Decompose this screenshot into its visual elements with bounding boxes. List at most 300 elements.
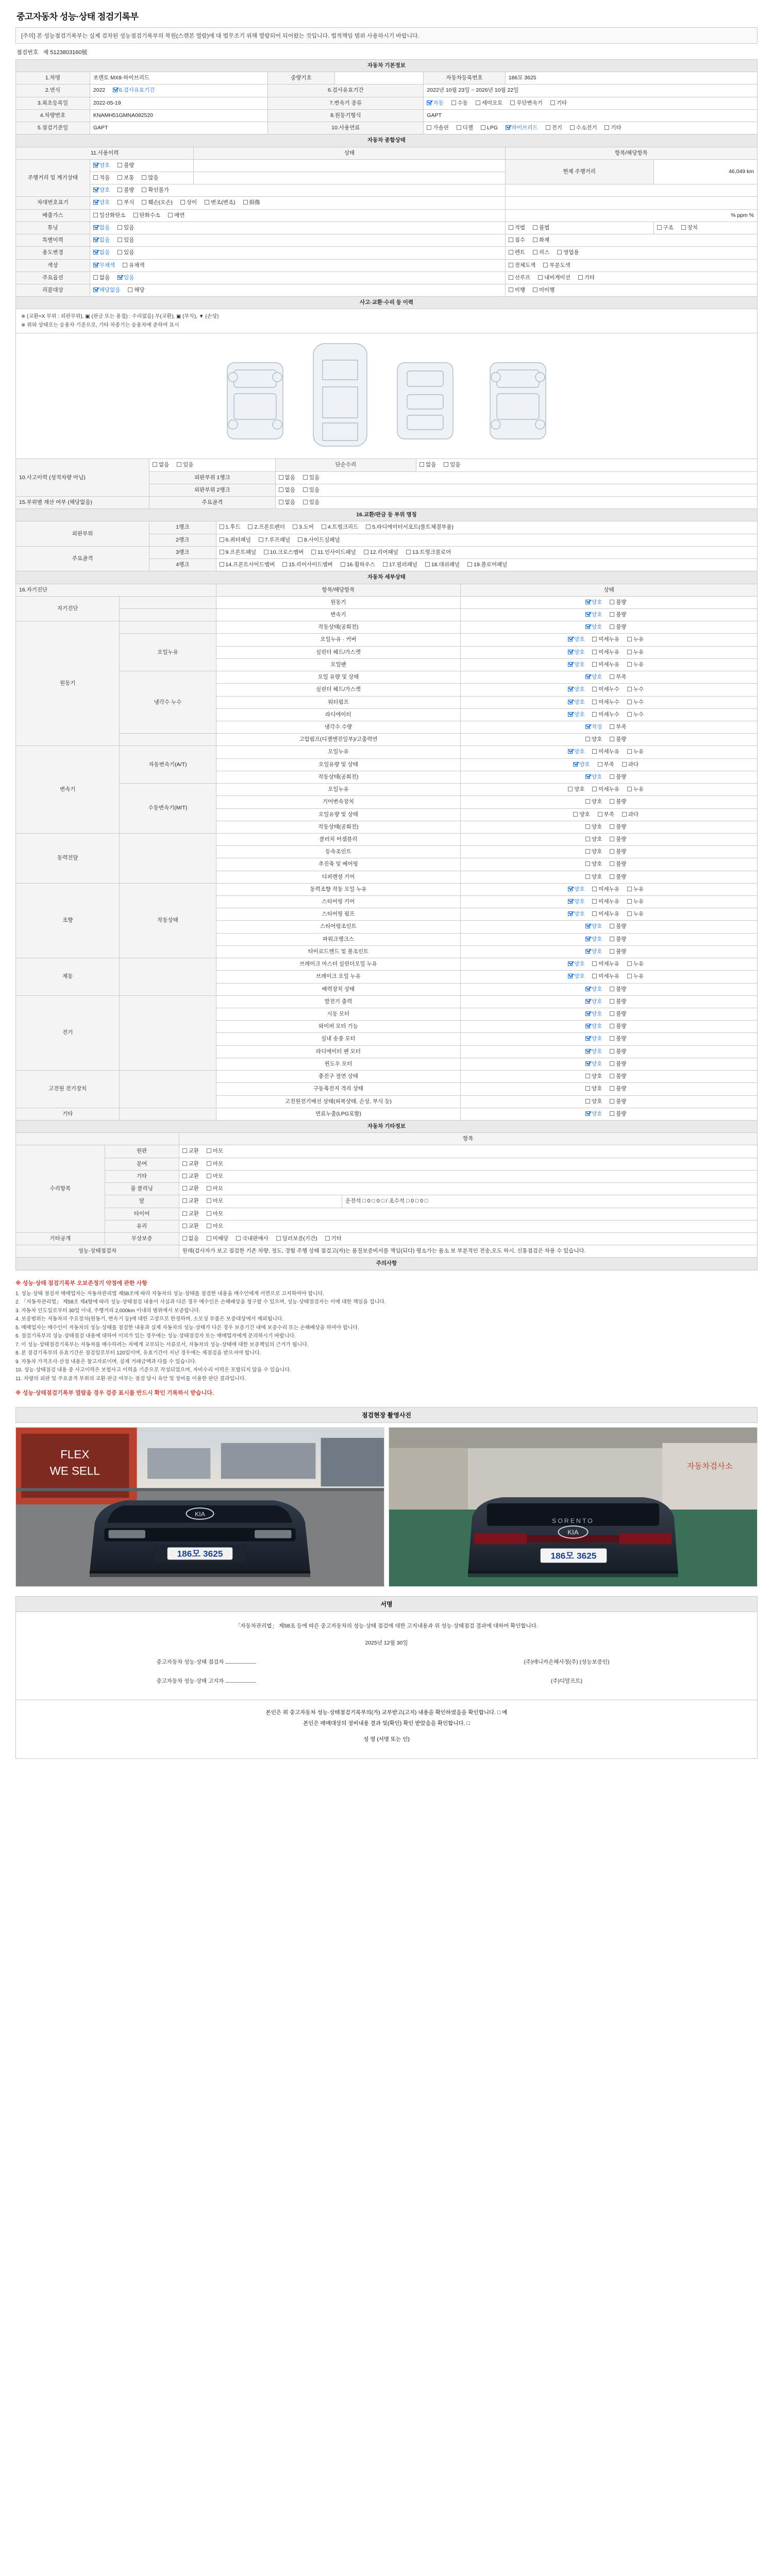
sgear-leak[interactable]: 누유	[627, 898, 644, 906]
diff-good[interactable]: 양호	[585, 873, 602, 881]
note-column-header: 항목/해당항목	[505, 147, 757, 159]
main-option-note	[505, 272, 757, 284]
radiator-micro[interactable]: 미세누수	[592, 711, 619, 719]
at-leak-leak[interactable]: 누유	[627, 748, 644, 756]
propeller-shaft-opts	[461, 858, 758, 871]
cons4-exchange[interactable]: 교환	[182, 1197, 199, 1205]
bmaster-leak[interactable]: 누유	[627, 960, 644, 968]
part-pillar-panel[interactable]: 17.필러패널	[383, 561, 417, 569]
fleak-good[interactable]: 양호	[585, 1110, 602, 1118]
etc-blank-header	[16, 1133, 179, 1145]
hvwire-good[interactable]: 양호	[585, 1098, 602, 1106]
engine-idle-good[interactable]: 양호	[585, 623, 602, 631]
steering-joint-opts	[461, 921, 758, 933]
basic-info-table	[15, 59, 758, 134]
warranty-etc[interactable]: 기타	[325, 1235, 342, 1243]
oil-level-low[interactable]: 부족	[610, 673, 626, 681]
chport-good[interactable]: 양호	[585, 1073, 602, 1080]
basic-info-section-header: 자동차 기본정보	[16, 60, 758, 72]
hvbat-bad[interactable]: 불량	[610, 1085, 626, 1093]
mt-leak-micro[interactable]: 미세누유	[592, 786, 619, 793]
part-floor-panel[interactable]: 19.플로어패널	[467, 561, 507, 569]
transmission-label: 7.변속기 종류	[268, 97, 424, 109]
emi-opt-smoke[interactable]: 매연	[168, 212, 184, 219]
hvbat-good[interactable]: 양호	[585, 1085, 602, 1093]
mt-level-low[interactable]: 부족	[598, 811, 614, 819]
mainopt-opt-yes[interactable]: 있음	[117, 274, 134, 282]
cons1-exchange[interactable]: 교환	[182, 1160, 199, 1168]
mt-level-high[interactable]: 과다	[622, 811, 638, 819]
at-level-low[interactable]: 부족	[598, 761, 614, 769]
mainopt-opt-sunroof[interactable]: 선루프	[509, 274, 530, 282]
cons5-wear[interactable]: 마모	[207, 1210, 223, 1218]
detail-section-header: 자동차 세부상태	[16, 571, 758, 584]
part-front-panel[interactable]: 9.프론트패널	[220, 549, 256, 556]
tuning-opt-structure[interactable]: 구조	[657, 224, 674, 232]
radiator-leak[interactable]: 누수	[627, 711, 644, 719]
cv-bad[interactable]: 불량	[610, 848, 626, 856]
wiper-bad[interactable]: 불량	[610, 1023, 626, 1030]
sgear-micro[interactable]: 미세누유	[592, 898, 619, 906]
sjoint-bad[interactable]: 불량	[610, 923, 626, 930]
fuel-opt-lpg[interactable]: LPG	[481, 124, 498, 132]
year-text: 2022	[93, 87, 106, 94]
buyer-confirm-line-2[interactable]: 본인은 매매대상의 정비내용 결과 및(확인) 확인 받았음을 확인합니다. □	[303, 1720, 470, 1726]
engine-oil-leak-label: 오일누유	[120, 634, 216, 671]
odometer-note3	[505, 184, 757, 197]
cons5-exchange[interactable]: 교환	[182, 1210, 199, 1218]
charge-port-opts	[461, 1071, 758, 1083]
vin-opt-good[interactable]: 양호	[93, 199, 110, 207]
part-wheel-house[interactable]: 16.휠하우스	[341, 561, 375, 569]
mt-leak-leak[interactable]: 누유	[627, 786, 644, 793]
consumable-item-2: 기타	[105, 1170, 179, 1182]
pcrank-bad[interactable]: 불량	[610, 936, 626, 943]
mt-level-good[interactable]: 양호	[573, 811, 590, 819]
coolant-amount-item: 냉각수 수량	[216, 721, 461, 733]
rfan-good[interactable]: 양호	[585, 1048, 602, 1056]
oil-cover-leak[interactable]: 누유	[627, 636, 644, 643]
oil-pan-micro[interactable]: 미세누유	[592, 661, 619, 669]
buyer-confirm-box	[15, 1700, 758, 1759]
selfdiag-engine-good[interactable]: 양호	[585, 599, 602, 606]
radiator-good[interactable]: 양호	[568, 711, 584, 719]
trans-opt-manual[interactable]: 수동	[451, 99, 468, 107]
mt-gear-good[interactable]: 양호	[585, 798, 602, 806]
head-gasket-leak[interactable]: 누유	[627, 649, 644, 656]
at-level-good[interactable]: 양호	[573, 761, 590, 769]
power-steering-opts	[461, 883, 758, 895]
pcrank-good[interactable]: 양호	[585, 936, 602, 943]
fuel-opt-hydrogen[interactable]: 수소전기	[570, 124, 597, 132]
vin-value: KNAMH51GMNA082520	[90, 109, 267, 122]
starter-bad[interactable]: 불량	[610, 1010, 626, 1018]
accident-detail-table	[15, 459, 758, 509]
simple-repair-label: 단순수리	[275, 459, 416, 471]
group-hv-electric: 고전원 전기장치	[16, 1071, 120, 1108]
blower-good[interactable]: 양호	[585, 1035, 602, 1043]
buyer-sign-line[interactable]: 성 명 (서명 또는 인)	[363, 1736, 410, 1742]
color-opt-achromatic[interactable]: 무채색	[93, 262, 115, 269]
mainframe-opt-none[interactable]: 없음	[279, 499, 295, 506]
spump-good[interactable]: 양호	[568, 910, 584, 918]
wiper-good[interactable]: 양호	[585, 1023, 602, 1030]
warranty-maker[interactable]: 국내판매사	[236, 1235, 268, 1243]
inspection-number-value: 제 5123803160號	[43, 49, 88, 56]
special-opt-flood[interactable]: 침수	[509, 236, 525, 244]
at-op-good[interactable]: 양호	[585, 773, 602, 781]
special-history-label: 특별이력	[16, 234, 90, 247]
cons0-exchange[interactable]: 교환	[182, 1147, 199, 1155]
etc-info-table	[15, 1120, 758, 1258]
cons1-wear[interactable]: 마모	[207, 1160, 223, 1168]
at-operation-item: 작동상태(공회전)	[216, 771, 461, 783]
water-pump-item: 워터펌프	[216, 696, 461, 708]
prop-bad[interactable]: 불량	[610, 860, 626, 868]
chport-bad[interactable]: 불량	[610, 1073, 626, 1080]
accident-history-options	[149, 459, 276, 471]
simple-opt-yes[interactable]: 있음	[444, 461, 460, 469]
part-rear-panel[interactable]: 12.리어패널	[364, 549, 398, 556]
table-row	[16, 833, 758, 845]
fuel-opt-hybrid[interactable]: 하이브리드	[506, 124, 538, 132]
special-opt-fire[interactable]: 화재	[533, 236, 549, 244]
fuel-opt-ev[interactable]: 전기	[546, 124, 562, 132]
group-brake: 제동	[16, 958, 120, 996]
sjoint-good[interactable]: 양호	[585, 923, 602, 930]
usage-opt-lease[interactable]: 리스	[533, 249, 549, 257]
fleak-bad[interactable]: 불량	[610, 1110, 626, 1118]
sgear-good[interactable]: 양호	[568, 898, 584, 906]
warning-item-9: 10. 성능·상태점검 내용 중 사고이력은 보험사고 이력을 기준으로 작성되었으며, 자비수리 이력은 포함되지 않을 수 있습니다.	[15, 1367, 292, 1374]
part-quarter-panel[interactable]: 6.쿼터패널	[220, 536, 251, 544]
signature-company2-row	[386, 1676, 747, 1686]
oil-level-good[interactable]: 양호	[585, 673, 602, 681]
emi-opt-hc[interactable]: 탄화수소	[133, 212, 161, 219]
head-gasket-good[interactable]: 양호	[568, 649, 584, 656]
engine-oil-pan-opts	[461, 658, 758, 671]
oil-cover-good[interactable]: 양호	[568, 636, 584, 643]
color-opt-full[interactable]: 전체도색	[509, 262, 536, 269]
photo-row	[15, 1423, 758, 1591]
panel2-opt-none[interactable]: 없음	[279, 486, 295, 494]
diagram-legend	[15, 309, 758, 333]
repair-items-label: 수리항목	[16, 1145, 105, 1233]
consumable-opts-4	[179, 1195, 342, 1208]
warning-item-5: 6. 점검기록부의 성능·상태점검 내용에 대하여 이의가 있는 경우에는 성능·상태점검자 또는 매매업자에게 문의하시기 바랍니다.	[15, 1333, 296, 1340]
propeller-shaft-item: 추진축 및 베어링	[216, 858, 461, 871]
mt-op-bad[interactable]: 불량	[610, 823, 626, 831]
spump-micro[interactable]: 미세누유	[592, 910, 619, 918]
vin-opt-corrode[interactable]: 부식	[117, 199, 134, 207]
blower-bad[interactable]: 불량	[610, 1035, 626, 1043]
detail-col2-header: 상태	[461, 584, 758, 596]
part-cross-member[interactable]: 10.크로스멤버	[264, 549, 304, 556]
coolant-amt-low[interactable]: 부족	[610, 723, 626, 731]
part-inside-panel[interactable]: 11.인사이드패널	[311, 549, 356, 556]
cons6-exchange[interactable]: 교환	[182, 1223, 199, 1230]
tierod-bad[interactable]: 불량	[610, 948, 626, 956]
acc-opt-none[interactable]: 없음	[153, 461, 169, 469]
consumable-item-4: 탈	[105, 1195, 179, 1208]
cons3-exchange[interactable]: 교환	[182, 1185, 199, 1193]
rfan-bad[interactable]: 불량	[610, 1048, 626, 1056]
mainopt-opt-nav[interactable]: 내비게이션	[538, 274, 570, 282]
diff-bad[interactable]: 불량	[610, 873, 626, 881]
usage-change-note	[505, 247, 757, 259]
brake-oil-opts	[461, 971, 758, 983]
brake-sub	[120, 958, 216, 996]
oil-pan-leak[interactable]: 누유	[627, 661, 644, 669]
tierod-good[interactable]: 양호	[585, 948, 602, 956]
mt-leak-good[interactable]: 양호	[568, 786, 584, 793]
prop-good[interactable]: 양호	[585, 860, 602, 868]
engine-type-label: 8.원동기형식	[268, 109, 424, 122]
part-front-side-member[interactable]: 14.프론트사이드멤버	[220, 561, 275, 569]
vin-opt-alter[interactable]: 변조(변조)	[205, 199, 236, 207]
signature-columns	[26, 1657, 747, 1667]
part-front-fender[interactable]: 2.프론트펜더	[248, 523, 284, 531]
cons4-wear[interactable]: 마모	[207, 1197, 223, 1205]
ps-micro[interactable]: 미세누유	[592, 886, 619, 893]
odo-opt-bad[interactable]: 불량	[117, 162, 134, 170]
waterpump-good[interactable]: 양호	[568, 699, 584, 706]
hv-battery-opts	[461, 1083, 758, 1095]
usage-opt-biz[interactable]: 영업용	[557, 249, 579, 257]
panel1-opt-yes[interactable]: 있음	[303, 474, 320, 482]
oil-cover-micro[interactable]: 미세누유	[592, 636, 619, 643]
signature-inspector-value[interactable]	[225, 1663, 256, 1664]
alternator-opts	[461, 995, 758, 1008]
cv-good[interactable]: 양호	[585, 848, 602, 856]
spump-leak[interactable]: 누유	[627, 910, 644, 918]
mt-gear-bad[interactable]: 불량	[610, 798, 626, 806]
bmaster-micro[interactable]: 미세누유	[592, 960, 619, 968]
emission-options	[90, 209, 505, 222]
table-row	[16, 1071, 758, 1083]
boil-good[interactable]: 양호	[568, 973, 584, 980]
coolant-hg-leak[interactable]: 누수	[627, 686, 644, 693]
tuning-opt-legal[interactable]: 적법	[509, 224, 525, 232]
mt-op-good[interactable]: 양호	[585, 823, 602, 831]
trans-opt-semi[interactable]: 세미오토	[476, 99, 503, 107]
tuning-opt-illegal[interactable]: 불법	[533, 224, 549, 232]
warranty-label: 무상보증	[105, 1232, 179, 1245]
emi-opt-co[interactable]: 일산화탄소	[93, 212, 126, 219]
recall-opt-notdone[interactable]: 미이행	[533, 286, 554, 294]
odo-opt-ok[interactable]: 양호	[93, 187, 110, 194]
mainframe-opt-yes[interactable]: 있음	[303, 499, 320, 506]
mainopt-opt-etc[interactable]: 기타	[578, 274, 595, 282]
color-opt-partial[interactable]: 부분도색	[543, 262, 570, 269]
coolant-amount-opts	[461, 721, 758, 733]
trans-opt-cvt[interactable]: 무단변속기	[510, 99, 543, 107]
cons6-wear[interactable]: 마모	[207, 1223, 223, 1230]
panel1-opt-none[interactable]: 없음	[279, 474, 295, 482]
vin-mark-note	[505, 197, 757, 209]
starter-good[interactable]: 양호	[585, 1010, 602, 1018]
tuning-opt-device[interactable]: 장치	[681, 224, 698, 232]
waterpump-leak[interactable]: 누수	[627, 699, 644, 706]
odo-opt-unknown[interactable]: 확인불가	[142, 187, 169, 194]
odo-opt-normal[interactable]: 보통	[117, 174, 134, 182]
acc-opt-yes[interactable]: 있음	[177, 461, 193, 469]
coolant-amt-ok[interactable]: 적정	[585, 723, 602, 731]
vin-opt-diff[interactable]: 상이	[180, 199, 197, 207]
hp-pump-good[interactable]: 양호	[585, 736, 602, 743]
warning-header-table	[15, 1257, 758, 1270]
engine-idle-bad[interactable]: 불량	[610, 623, 626, 631]
bmaster-good[interactable]: 양호	[568, 960, 584, 968]
recall-opt-na[interactable]: 해당없음	[93, 286, 121, 294]
cons3-wear[interactable]: 마모	[207, 1185, 223, 1193]
cons2-exchange[interactable]: 교환	[182, 1173, 199, 1180]
cons2-wear[interactable]: 마모	[207, 1173, 223, 1180]
wmotor-bad[interactable]: 불량	[610, 1060, 626, 1068]
group-powertrain: 동력전달	[16, 833, 120, 883]
signature-company-row	[386, 1657, 747, 1667]
cons0-wear[interactable]: 마모	[207, 1147, 223, 1155]
vin-opt-damage[interactable]: 훼손(오손)	[142, 199, 173, 207]
steering-joint-item: 스티어링조인트	[216, 921, 461, 933]
panel2-opt-yes[interactable]: 있음	[303, 486, 320, 494]
inspection-number-label: 점검번호	[16, 49, 39, 56]
waterpump-micro[interactable]: 미세누수	[592, 699, 619, 706]
ps-good[interactable]: 양호	[568, 886, 584, 893]
coolant-hg-good[interactable]: 양호	[568, 686, 584, 693]
warranty-na[interactable]: 미해당	[207, 1235, 228, 1243]
at-leak-micro[interactable]: 미세누유	[592, 748, 619, 756]
part-dash-panel[interactable]: 18.대쉬패널	[425, 561, 460, 569]
usage-opt-rent[interactable]: 렌트	[509, 249, 525, 257]
ps-leak[interactable]: 누유	[627, 886, 644, 893]
fuel-opt-gasoline[interactable]: 가솔린	[427, 124, 448, 132]
hvwire-bad[interactable]: 불량	[610, 1098, 626, 1106]
engine-oil-cover-item: 오일누유 · 커버	[216, 634, 461, 646]
recall-opt-done[interactable]: 이행	[509, 286, 525, 294]
special-opt-none[interactable]: 없음	[93, 236, 110, 244]
table-row	[16, 84, 758, 97]
oil-pan-good[interactable]: 양호	[568, 661, 584, 669]
color-label: 색상	[16, 259, 90, 272]
part-hood[interactable]: 1.후드	[220, 523, 241, 531]
legend-line-1: ※ (교환=X 부위 : 외판부위), ▣ (판금 또는 용접) : 수리없음) 부(교환), ▣ (부식), ▼ (손상)	[21, 314, 219, 320]
clutch-bad[interactable]: 불량	[610, 836, 626, 843]
selfdiag-sub-blank2	[120, 609, 216, 621]
selfdiag-engine-bad[interactable]: 불량	[610, 599, 626, 606]
usage-opt-yes[interactable]: 있음	[117, 249, 134, 257]
mainopt-opt-none[interactable]: 없음	[93, 274, 110, 282]
alt-good[interactable]: 양호	[585, 998, 602, 1006]
signature-notifier-value[interactable]	[225, 1682, 256, 1683]
part-trunk-lid[interactable]: 4.트렁크리드	[322, 523, 358, 531]
tuning-opt-yes[interactable]: 있음	[117, 224, 134, 232]
bbooster-bad[interactable]: 불량	[610, 986, 626, 993]
boil-micro[interactable]: 미세누유	[592, 973, 619, 980]
table-row	[16, 609, 758, 621]
panel-rank2-options	[275, 484, 757, 496]
table-row	[16, 883, 758, 895]
table-row	[16, 159, 758, 172]
head-gasket-micro[interactable]: 미세누유	[592, 649, 619, 656]
recall-opt-yes[interactable]: 해당	[128, 286, 144, 294]
color-opt-chromatic[interactable]: 유채색	[123, 262, 144, 269]
table-row	[16, 259, 758, 272]
color-options	[90, 259, 505, 272]
emission-values: % ppm %	[505, 209, 757, 222]
bbooster-good[interactable]: 양호	[585, 986, 602, 993]
part-rear-side-member[interactable]: 15.리어사이드멤버	[282, 561, 333, 569]
table-row	[16, 621, 758, 634]
buyer-confirm-line-1[interactable]: 본인은 위 중고자동차 성능·상태점검기록부의(가) 교부받고(고지) 내용을 확인하였음을 확인합니다. □ 예	[265, 1709, 508, 1716]
warranty-none[interactable]: 없음	[182, 1235, 199, 1243]
accident-history-section-label: 10.사고이력 (성적차량 아님)	[16, 459, 149, 497]
usage-opt-none[interactable]: 없음	[93, 249, 110, 257]
selfdiag-trans-good[interactable]: 양호	[585, 611, 602, 619]
rank3-items	[216, 546, 757, 558]
at-leak-good[interactable]: 양호	[568, 748, 584, 756]
alt-bad[interactable]: 불량	[610, 998, 626, 1006]
hv-electric-sub	[120, 1071, 216, 1108]
part-door[interactable]: 3.도어	[293, 523, 314, 531]
odo-opt-many[interactable]: 적음	[93, 174, 110, 182]
car-name-value: 쏘렌토 MX8-하이브리드	[90, 72, 267, 84]
tuning-opt-none[interactable]: 없음	[93, 224, 110, 232]
odo-opt-few[interactable]: 많음	[142, 174, 158, 182]
trans-opt-etc[interactable]: 기타	[550, 99, 567, 107]
signature-columns-2	[26, 1676, 747, 1686]
selfdiag-engine-opts	[461, 596, 758, 608]
brake-master-item: 브레이크 마스터 실린더오일 누유	[216, 958, 461, 971]
page-title: 중고자동차 성능·상태 점검기록부	[16, 12, 139, 22]
group-electric: 전기	[16, 995, 120, 1070]
boil-leak[interactable]: 누유	[627, 973, 644, 980]
fuel-opt-diesel[interactable]: 디젤	[457, 124, 473, 132]
consumable-item-1: 분여	[105, 1158, 179, 1170]
hp-pump-bad[interactable]: 불량	[610, 736, 626, 743]
mt-operation-opts	[461, 821, 758, 833]
trans-opt-auto[interactable]: 자동	[427, 99, 443, 107]
warning-item-1: 2. 「자동차관리법」 제58조 제4항에 따라 성능·상태점검 내용이 사실과 다른 경우 매수인은 손해배상을 청구할 수 있으며, 성능·상태점검자는 이에 대한 책임을 집니다.	[15, 1299, 386, 1306]
part-side-sill[interactable]: 8.사이드실패널	[298, 536, 340, 544]
at-level-high[interactable]: 과다	[622, 761, 638, 769]
wmotor-good[interactable]: 양호	[585, 1060, 602, 1068]
table-row	[16, 734, 758, 746]
odo-opt-ng[interactable]: 불량	[117, 187, 134, 194]
part-radiator-support[interactable]: 5.라디에이터서포트(볼트체결부품)	[366, 523, 453, 531]
part-roof-panel[interactable]: 7.루프패널	[259, 536, 290, 544]
coolant-hg-micro[interactable]: 미세누수	[592, 686, 619, 693]
selfdiag-trans-bad[interactable]: 불량	[610, 611, 626, 619]
notice-bar: [주의] 본 성능점검기록부는 실제 검차된 성능점검기록부의 복원(스캔본 열람)에 대 법무조기 위해 열람되어 되어왔는 것입니다. 법적책임 범위 사용하시기 바랍니다.	[15, 27, 758, 44]
at-op-bad[interactable]: 불량	[610, 773, 626, 781]
warranty-dealer[interactable]: 딜러보증(기간)	[276, 1235, 317, 1243]
radiator-opts	[461, 708, 758, 721]
clutch-good[interactable]: 양호	[585, 836, 602, 843]
fuel-opt-etc[interactable]: 기타	[604, 124, 621, 132]
highpressure-pump-label	[120, 734, 216, 746]
engine-head-gasket-opts	[461, 646, 758, 658]
vin-opt-etc[interactable]: 損傷	[243, 199, 260, 207]
svg-text:KIA: KIA	[195, 1511, 205, 1518]
usage-history-header: 11.사용이력	[16, 147, 194, 159]
odo-opt-good[interactable]: 양호	[93, 162, 110, 170]
special-opt-yes[interactable]: 있음	[117, 236, 134, 244]
warning-item-4: 5. 매매업자는 매수인이 자동차의 성능·상태를 점검한 내용과 실제 자동차의 성능·상태가 다른 경우 보증기간 내에 보증수리 또는 손해배상을 하여야 합니다.	[15, 1325, 359, 1331]
simple-opt-none[interactable]: 없음	[419, 461, 436, 469]
table-row	[16, 546, 758, 558]
part-trunk-floor[interactable]: 13.트렁크플로어	[406, 549, 451, 556]
